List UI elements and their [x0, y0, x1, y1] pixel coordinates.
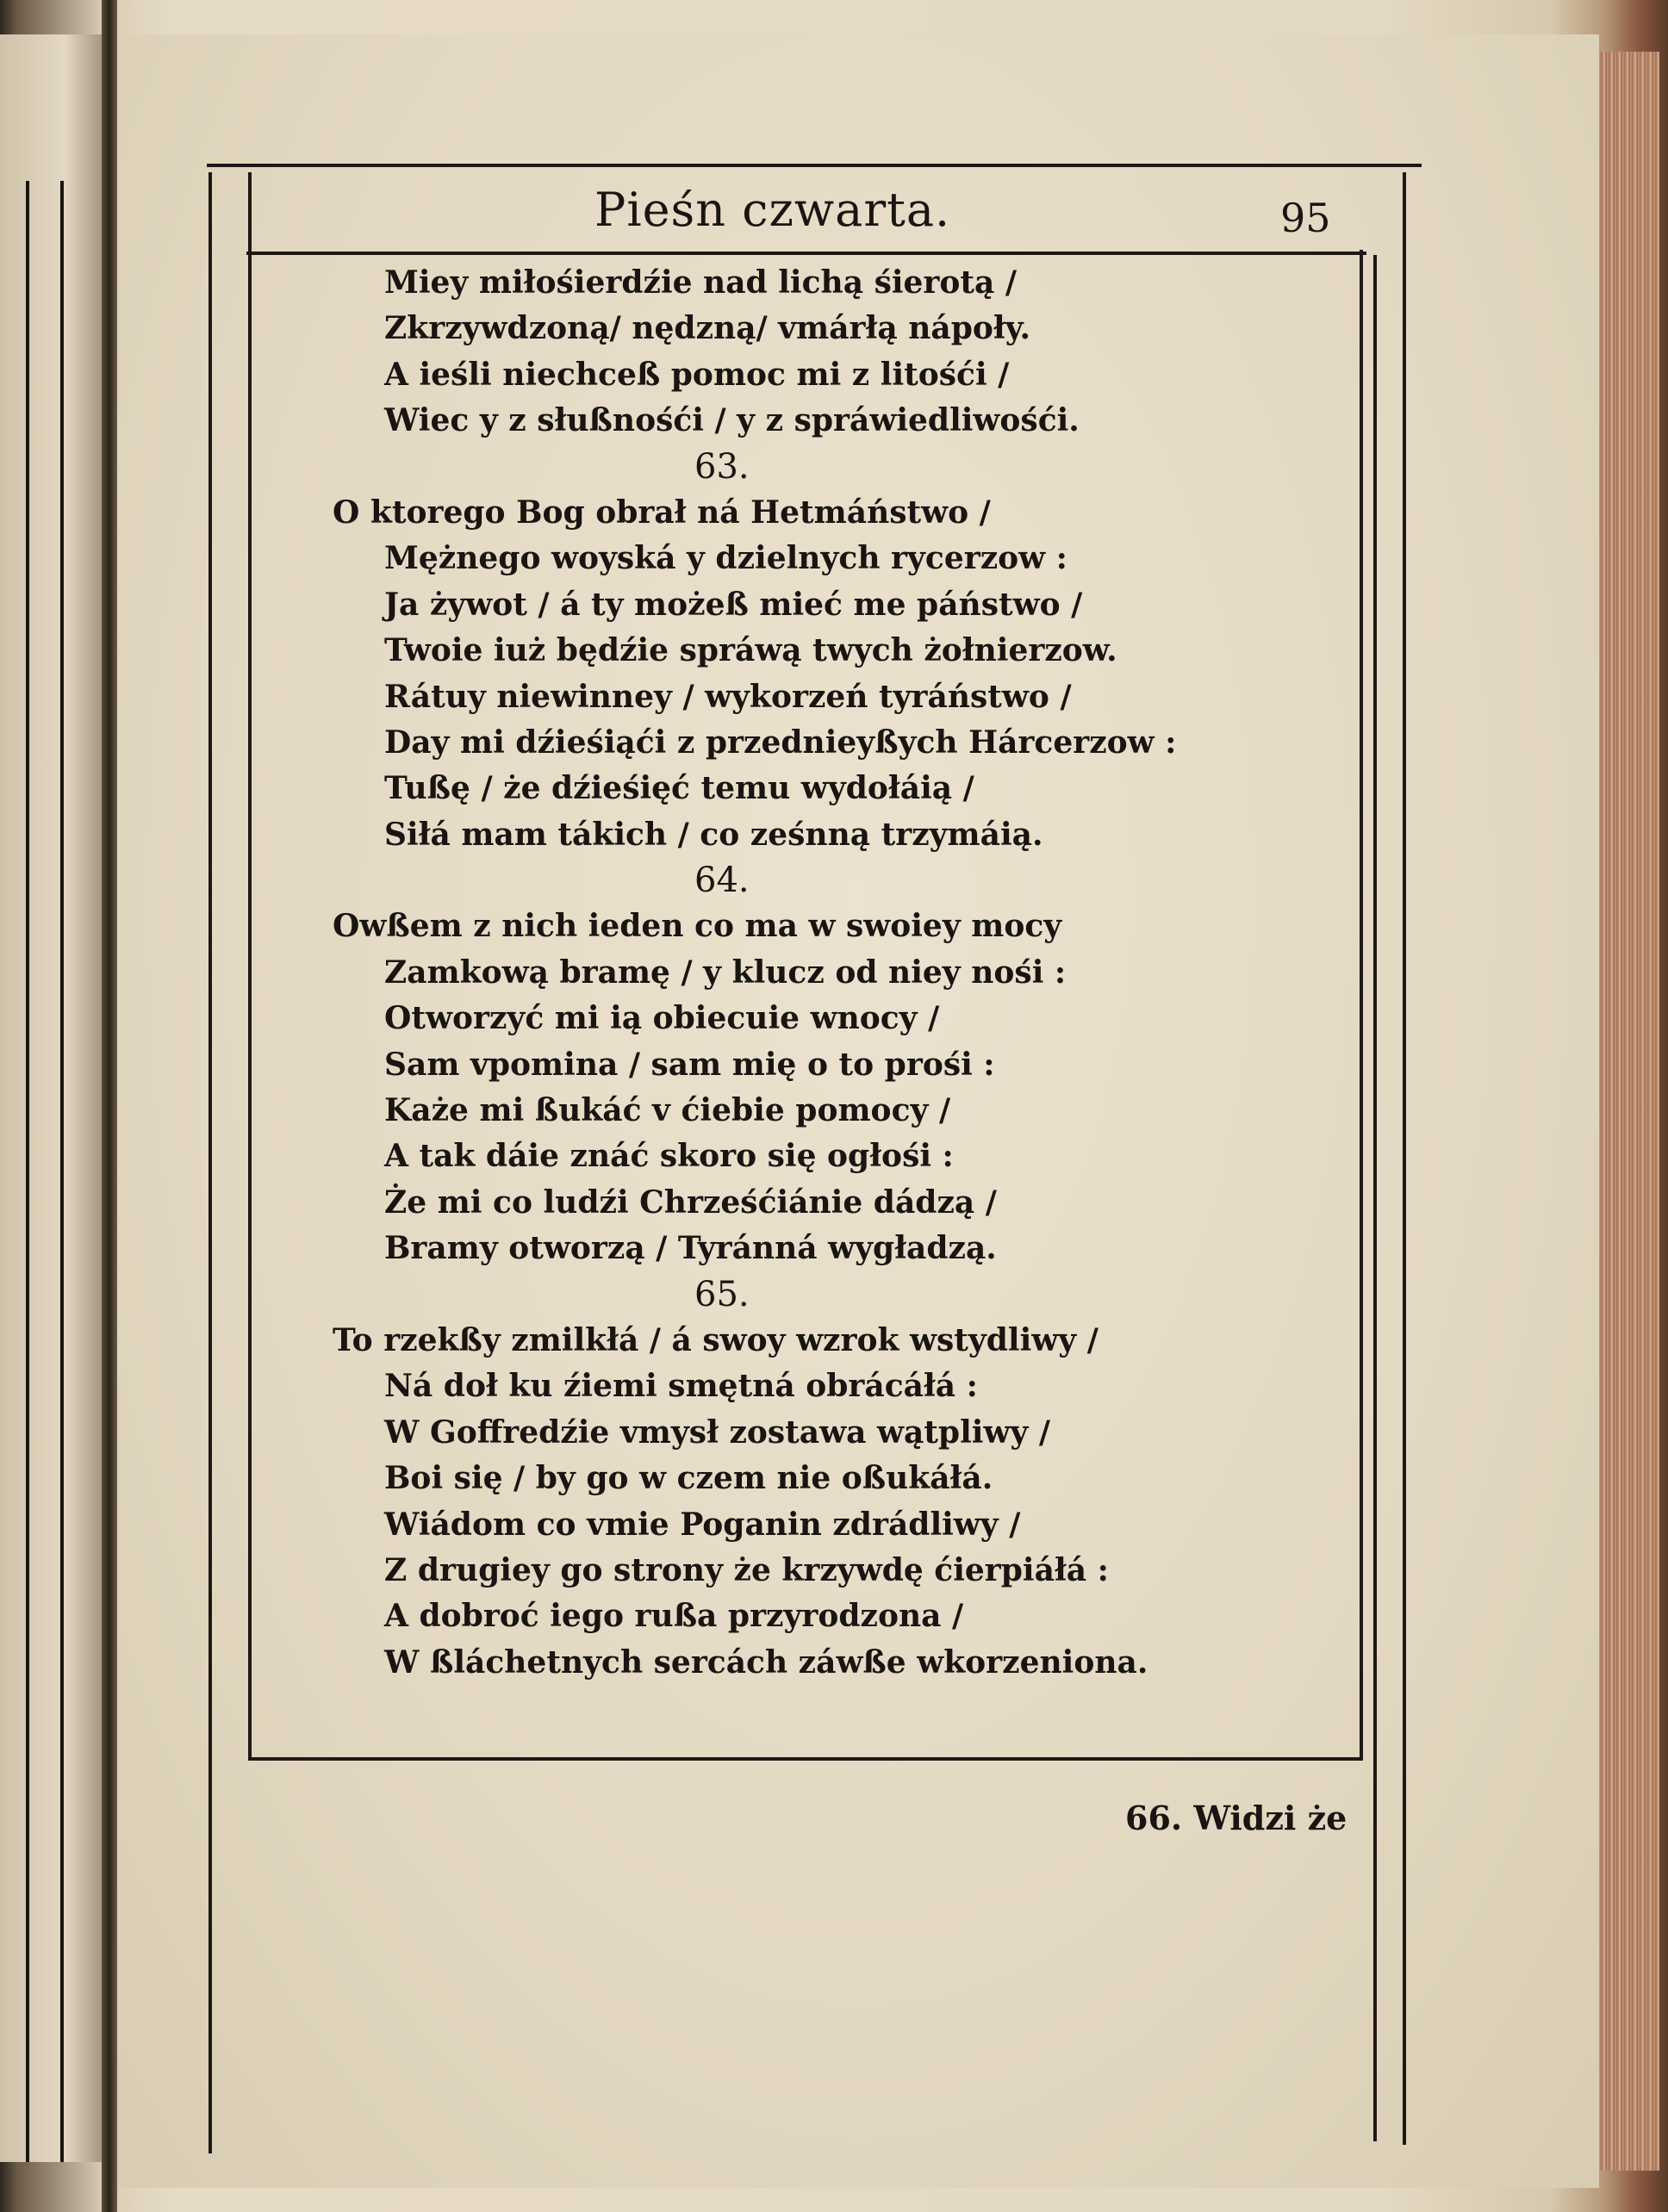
page-number: 95: [1280, 195, 1331, 241]
frame-right-inner-rule: [1360, 250, 1363, 1761]
verse-line: Bramy otworzą / Tyránná wygładzą.: [384, 1230, 997, 1267]
frame-right-outer-rule: [1403, 172, 1406, 2145]
page-title: Pieśn czwarta.: [594, 183, 951, 237]
verse-line: Ja żywot / á ty możeß mieć me páństwo /: [384, 586, 1083, 623]
verse-line: Tußę / że dźieśięć temu wydołáią /: [384, 770, 974, 807]
verse-line: A ieśli niechceß pomoc mi z litośći /: [384, 356, 1010, 393]
page-edges: [1599, 52, 1659, 2171]
frame-top-rule: [207, 164, 1422, 167]
verse-line: Z drugiey go strony że krzywdę ćierpiáłá :: [384, 1551, 1109, 1588]
stanza-number: 64.: [694, 861, 750, 901]
stanza-number: 63.: [694, 446, 750, 487]
verse-line: Rátuy niewinney / wykorzeń tyráństwo /: [384, 678, 1072, 715]
left-page-rule: [60, 181, 64, 2162]
verse-line: Twoie iuż będźie spráwą twych żołnierzow.: [384, 632, 1117, 669]
verse-line: Sam vpomina / sam mię o to prośi :: [384, 1046, 995, 1083]
verse-line: Siłá mam tákich / co ześnną trzymáią.: [384, 816, 1043, 853]
verse-line: A dobroć iego rußa przyrodzona /: [384, 1598, 964, 1635]
verse-line: Otworzyć mi ią obiecuie wnocy /: [384, 1000, 940, 1037]
verse-line: To rzekßy zmilkłá / á swoy wzrok wstydliwy /: [333, 1321, 1099, 1358]
verse-line: Wiec y z słußnośći / y z spráwiedliwośći.: [384, 402, 1080, 439]
catchword: 66. Widzi że: [1125, 1799, 1347, 1837]
verse-line: W ßláchetnych sercách záwße wkorzeniona.: [384, 1643, 1148, 1681]
verse-line: W Goffredźie vmysł zostawa wątpliwy /: [384, 1414, 1051, 1451]
verse-line: Zkrzywdzoną/ nędzną/ vmárłą nápoły.: [384, 310, 1031, 347]
verse-line: Mężnego woyská y dzielnych rycerzow :: [384, 540, 1067, 577]
verse-line: A tak dáie znáć skoro się ogłośi :: [384, 1138, 954, 1175]
verse-line: Wiádom co vmie Poganin zdrádliwy /: [384, 1506, 1021, 1543]
verse-line: Zamkową bramę / y klucz od niey nośi :: [384, 954, 1067, 991]
verse-line: Każe mi ßukáć v ćiebie pomocy /: [384, 1092, 951, 1129]
frame-bottom-rule: [252, 1757, 1363, 1761]
verse-line: Miey miłośierdźie nad lichą śierotą /: [384, 264, 1018, 301]
verse-line: Day mi dźieśiąći z przednieyßych Hárcerzow :: [384, 724, 1177, 761]
book-gutter: [102, 0, 117, 2212]
header-rule: [246, 252, 1366, 255]
left-page-edge: [0, 34, 108, 2162]
stanza-number: 65.: [694, 1274, 750, 1314]
left-page-rule: [26, 181, 29, 2162]
verse-line: Boi się / by go w czem nie oßukáłá.: [384, 1460, 993, 1497]
verse-line: Że mi co ludźi Chrześćiánie dádzą /: [384, 1184, 997, 1221]
verse-line: Owßem z nich ieden co ma w swoiey mocy: [333, 908, 1062, 945]
verse-line: Ná doł ku źiemi smętná obrácáłá :: [384, 1368, 978, 1405]
verse-block: [333, 260, 1194, 1686]
frame-left-outer-rule: [208, 172, 212, 2153]
verse-line: O ktorego Bog obrał ná Hetmáństwo /: [333, 494, 991, 531]
frame-left-inner-rule: [248, 172, 252, 1761]
frame-right-rule: [1373, 255, 1377, 2141]
